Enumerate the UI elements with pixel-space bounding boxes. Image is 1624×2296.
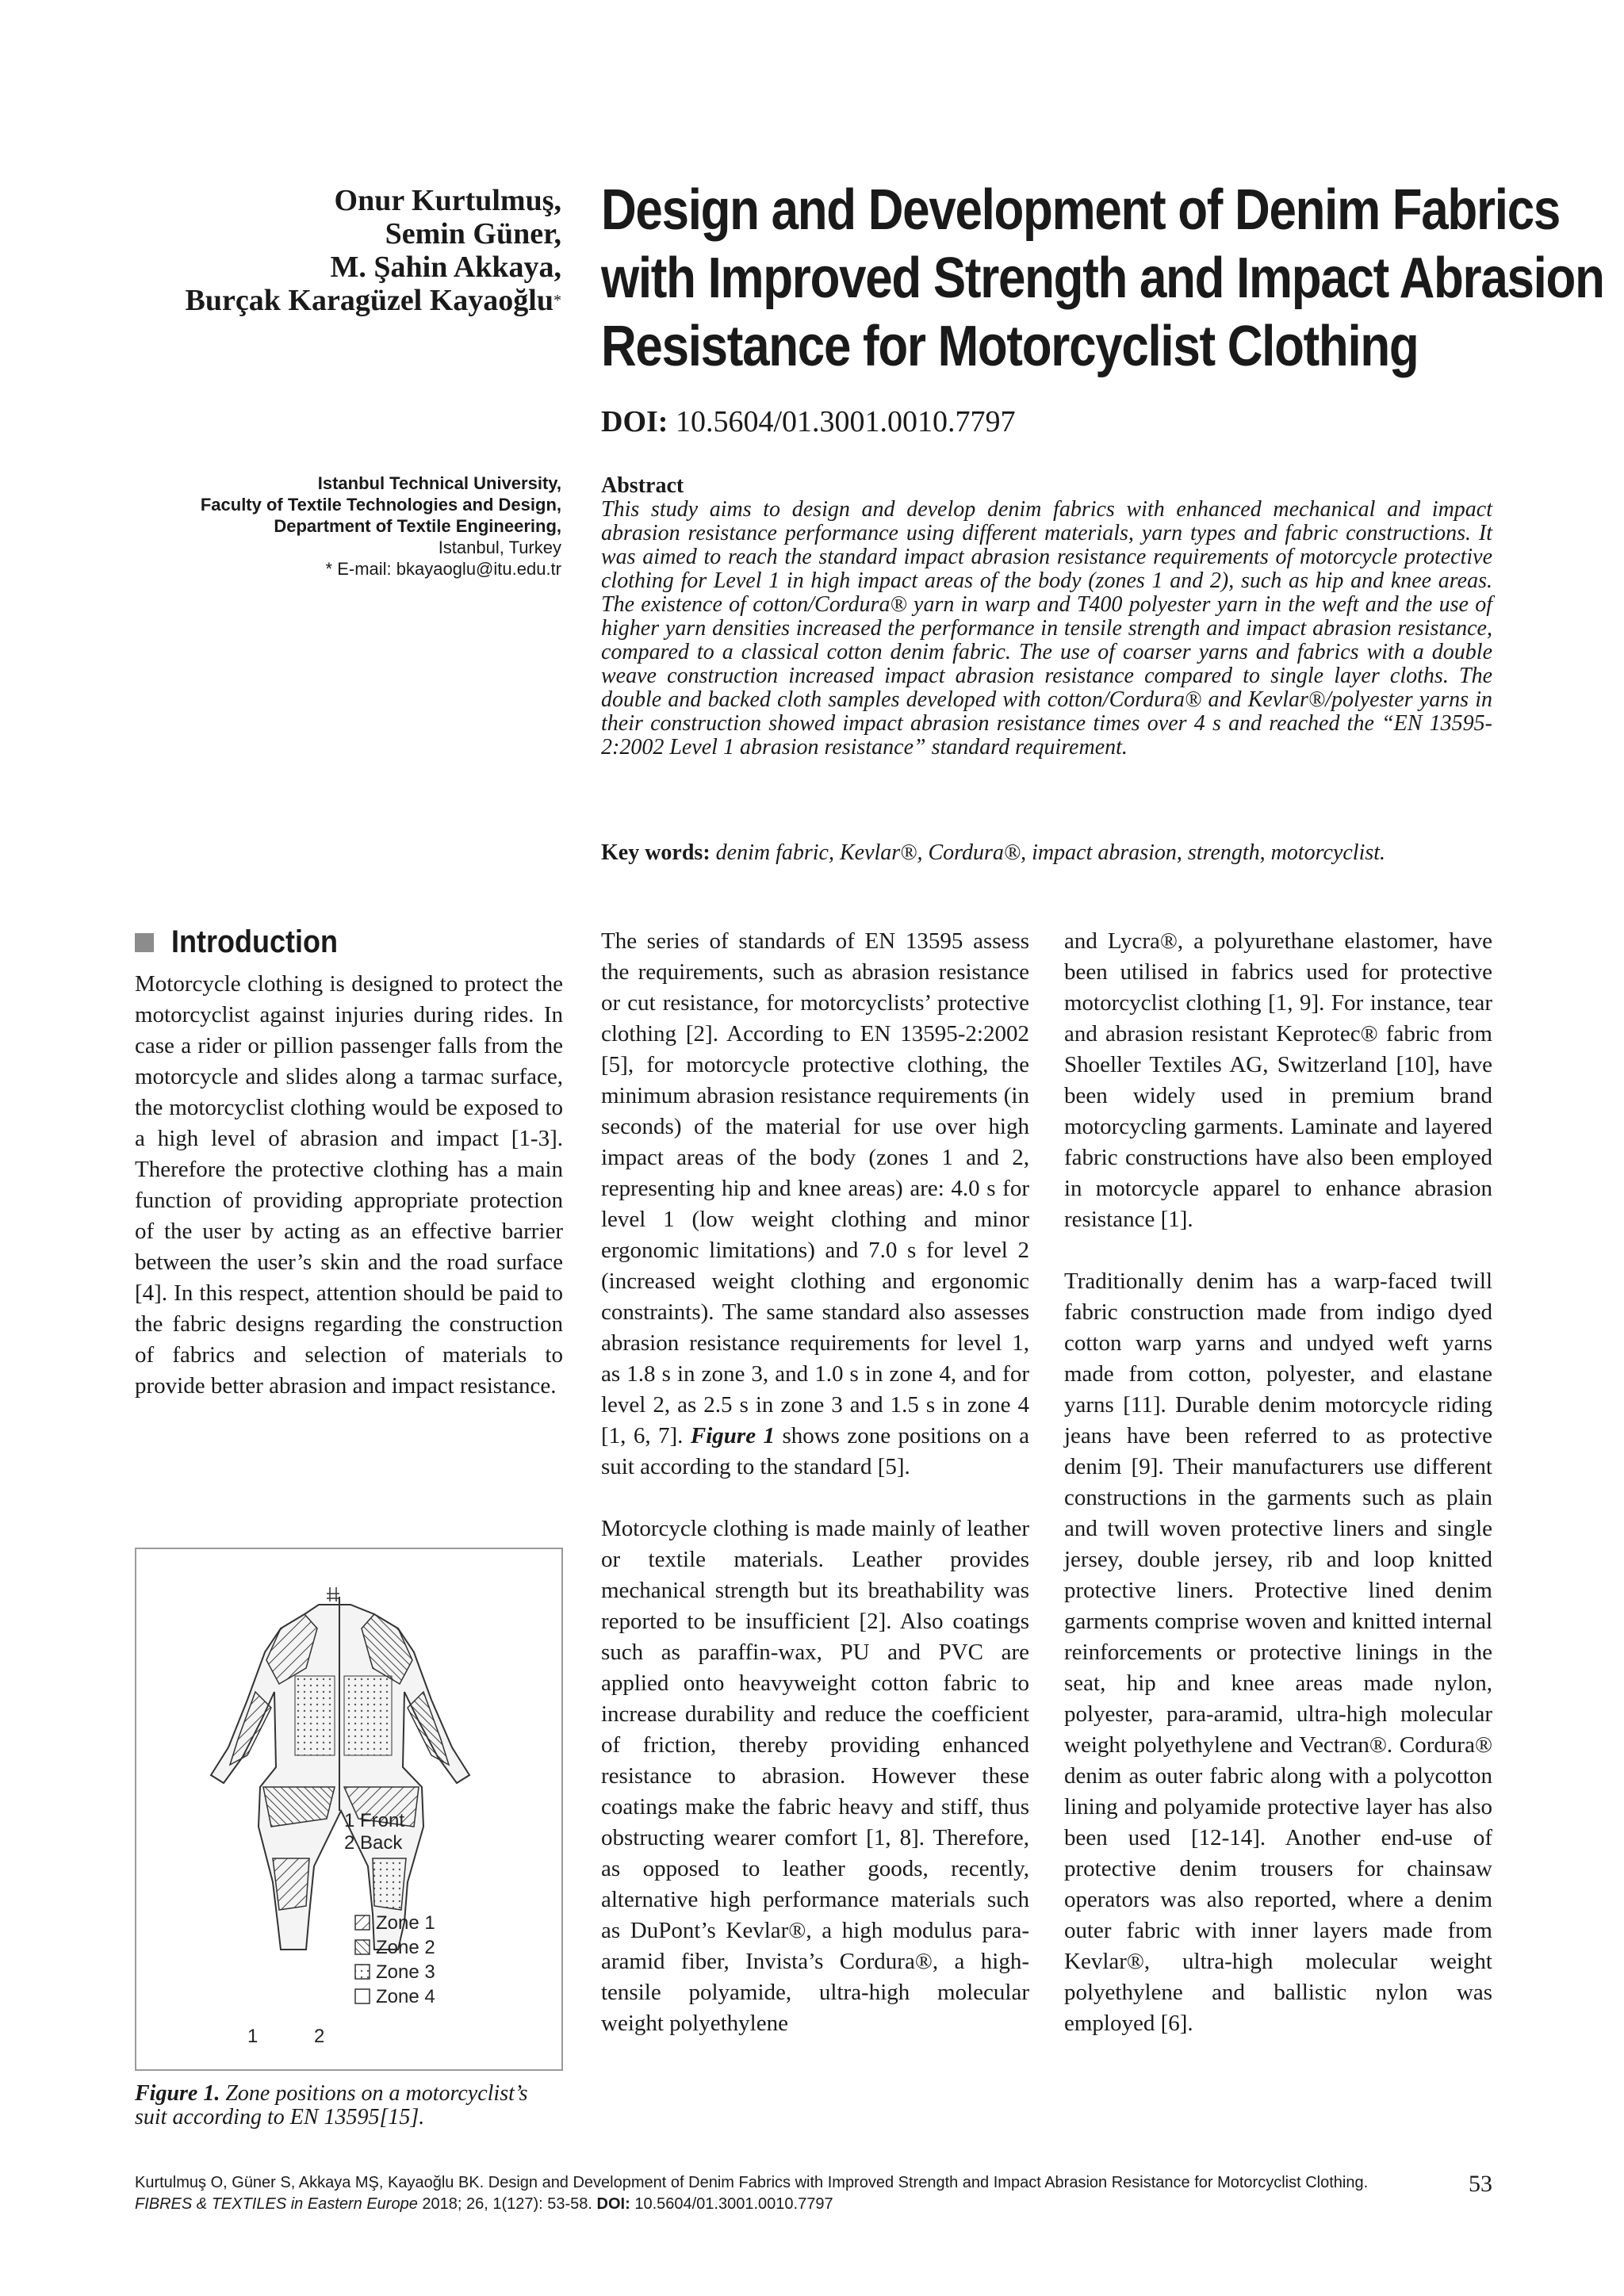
zone-3-back [344,1676,392,1755]
footer-citation: Kurtulmuş O, Güner S, Akkaya MŞ, Kayaoğlu BK. Design and Development of Denim Fabrics with Improved Strength and Impact Abrasion Resistance for Motorcyclist Clothing. [135,2174,1369,2191]
title-line: with Improved Strength and Impact Abrasion [601,247,1604,310]
figure-reference[interactable]: Figure 1 [690,1423,775,1448]
zone-3-torso [295,1676,335,1755]
affiliation-email[interactable]: * E-mail: bkayaoglu@itu.edu.tr [325,559,561,579]
keywords-label: Key words: [601,840,710,865]
affiliation-line: Istanbul Technical University, [317,473,561,493]
title-line: Design and Development of Denim Fabrics [601,178,1560,242]
body-column-3 [1064,926,1492,2070]
body-paragraph: and Lycra®, a polyurethane elastomer, have been utilised in fabrics used for protective motorcyclist clothing [1, 9]. For instance, tear and abrasion resistant Keprotec® fabric from Shoeller Textiles AG, Switzerland [10], have been widely used in premium brand motorcycling garments. Laminate and layered fabric constructions have also been employed in motorcycle apparel to enhance abrasion resistance [1]. [1064,928,1492,1232]
paper-title [601,176,1604,381]
legend-back: 2 Back [344,1832,403,1854]
zone-4-swatch [355,1989,370,2003]
view-number-front: 1 [247,2026,259,2047]
zone-3-swatch [355,1965,370,1979]
section-heading-text: Introduction [171,924,338,959]
zone-2-swatch [355,1940,370,1954]
view-number-back: 2 [314,2026,325,2047]
doi-value[interactable]: 10.5604/01.3001.0010.7797 [675,405,1016,438]
body-paragraph: Traditionally denim has a warp-faced twill fabric construction made from indigo dyed cotton warp yarns and undyed weft yarns made from cotton, polyester, and elastane yarns [11]. Durable denim motorcycle riding jeans have been referred to as protective denim [9]. Their manufacturers use different constructions in the garments such as plain and twill woven protective liners and single jersey, double jersey, rib and loop knitted protective liners. Protective lined denim garments comprise woven and knitted internal reinforcements or protective linings in the seat, hip and knee areas made nylon, polyester, para-aramid, ultra-high molecular weight polyethylene and Vectran®. Cordura® denim as outer fabric along with a polycotton lining and polyamide protective layer has also been used [12-14]. Another end-use of protective denim trousers for chainsaw operators was also reported, where a denim outer fabric with inner layers made from Kevlar®, ultra-high molecular weight polyethylene and ballistic nylon was employed [6]. [1064,1269,1492,2036]
zone-3-knee [373,1858,406,1910]
author-name: Onur Kurtulmuş, [334,184,561,217]
doi [601,404,1016,439]
legend-zone: Zone 1 [376,1912,435,1934]
abstract-heading: Abstract [601,473,684,498]
author-name: Semin Güner, [385,217,561,251]
author-list [186,184,561,317]
figure-caption-text: Zone positions on a motorcyclist’s suit according to EN 13595[15]. [135,2081,528,2130]
motorcycle-suit-diagram [136,1549,565,2072]
author-name: M. Şahin Akkaya, [330,251,561,284]
title-line: Resistance for Motorcyclist Clothing [601,315,1419,378]
section-marker-icon [135,933,154,952]
page-footer [135,2172,1368,2215]
affiliation [201,473,561,580]
abstract [601,474,1492,760]
legend-front: 1 Front [344,1810,405,1831]
figure-caption-label: Figure 1. [135,2081,220,2106]
keywords-text: denim fabric, Kevlar®, Cordura®, impact abrasion, strength, motorcyclist. [715,840,1386,865]
page-number: 53 [1469,2171,1492,2197]
keywords [601,840,1492,866]
author-name: Burçak Karagüzel Kayaoğlu* [185,284,561,317]
affiliation-city: Istanbul, Turkey [438,538,561,557]
body-paragraph: The series of standards of EN 13595 assess the requirements, such as abrasion resistance or cut resistance, for motorcyclists’ protective clothing [2]. According to EN 13595-2:2002 [5], for motorcycle protective clothing, the minimum abrasion resistance requirements (in seconds) of the material for use over high impact areas of the body (zones 1 and 2, representing hip and knee areas) are: 4.0 s for level 1 (low weight clothing and minor ergonomic limitations) and 7.0 s for level 2 (increased weight clothing and ergonomic constraints). The same standard also assesses abrasion resistance requirements for level 1, as 1.8 s in zone 3, and 1.0 s in zone 4, and for level 2, as 2.5 s in zone 3 and 1.5 s in zone 4 [1, 6, 7]. Figure 1 shows zone positions on a suit according to the standard [5]. [601,928,1030,1479]
zone-1-swatch [355,1915,370,1930]
figure-1 [135,1548,563,2071]
footer-journal-line: FIBRES & TEXTILES in Eastern Europe 2018; 26, 1(127): 53-58. DOI: 10.5604/01.3001.0010.7797 [135,2195,833,2213]
legend-zone: Zone 2 [376,1937,435,1958]
affiliation-line: Department of Textile Engineering, [274,516,561,536]
doi-label: DOI: [601,405,668,438]
legend-zone: Zone 4 [376,1986,435,2007]
body-column-2 [601,926,1029,2070]
abstract-text: This study aims to design and develop denim fabrics with enhanced mechanical and impact abrasion resistance performance using different materials, yarn types and fabric constructions. It was aimed to reach the standard impact abrasion resistance requirements of motorcycle protective clothing for Level 1 in high impact areas of the body (zones 1 and 2), such as hip and knee areas. The existence of cotton/Cordura® yarn in warp and T400 polyester yarn in the weft and the use of higher yarn densities increased the performance in tensile strength and impact abrasion resistance, compared to a classical cotton denim fabric. The use of coarser yarns and fabrics with a double weave construction increased impact abrasion resistance compared to single layer cloths. The double and backed cloth samples developed with cotton/Cordura® and Kevlar®/polyester yarns in their construction showed impact abrasion resistance times over 4 s and reached the “EN 13595-2:2002 Level 1 abrasion resistance” standard requirement. [601,497,1492,760]
figure-caption [135,2082,563,2130]
section-heading-introduction [135,924,356,960]
legend-zone: Zone 3 [376,1961,435,1983]
body-paragraph: Motorcycle clothing is made mainly of leather or textile materials. Leather provides mechanical strength but its breathability was reported to be insufficient [2]. Also coatings such as paraffin-wax, PU and PVC are applied onto heavyweight cotton fabric to increase durability and reduce the coefficient of friction, thereby providing enhanced resistance to abrasion. However these coatings make the fabric heavy and stiff, thus obstructing wearer comfort [1, 8]. Therefore, as opposed to leather goods, recently, alternative high performance materials such as DuPont’s Kevlar®, a high modulus para-aramid fiber, Invista’s Cordura®, a high-tensile polyamide, ultra-high molecular weight polyethylene [601,1516,1029,2036]
zone-1-knee [273,1858,309,1910]
corresponding-author-mark: * [553,292,561,309]
intro-paragraph: Motorcycle clothing is designed to protect the motorcyclist against injuries during rides. In case a rider or pillion passenger falls from the motorcycle and slides along a tarmac surface, the motorcyclist clothing would be exposed to a high level of abrasion and impact [1-3]. Therefore the protective clothing has a main function of providing appropriate protection of the user by acting as an effective barrier between the user’s skin and the road surface [4]. In this respect, attention should be paid to the fabric designs regarding the construction of fabrics and selection of materials to provide better abrasion and impact resistance. [135,971,563,1399]
affiliation-line: Faculty of Textile Technologies and Design, [200,495,561,515]
